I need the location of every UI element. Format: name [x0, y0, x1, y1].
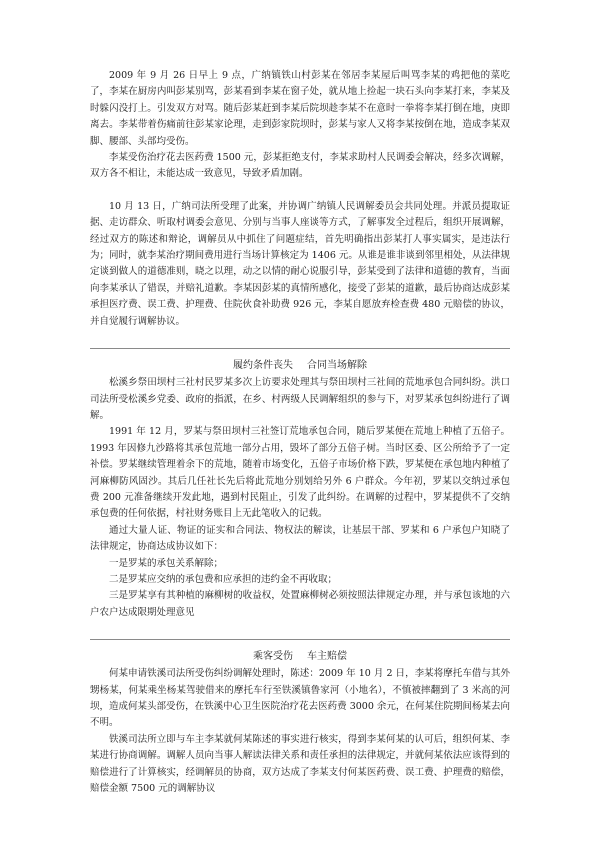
paragraph: 李某受伤治疗花去医药费 1500 元，彭某拒绝支付，李某求助村人民调委会解决，经多次调解，双方各不相让，未能达成一致意见，导致矛盾加剧。	[90, 152, 510, 180]
agreement-item: 一是罗某的承包关系解除；	[109, 557, 224, 569]
section-title-part: 合同当场解除	[307, 360, 367, 372]
case-section-contract-dispute	[90, 357, 510, 621]
section-title-part: 履约条件丧失	[233, 360, 293, 372]
agreement-item: 三是罗某享有其种植的麻柳树的收益权，处置麻柳树必须按照法律规定办理，并与承包该地的六户农户达成限期处理意见	[90, 590, 510, 618]
paragraph: 1991 年 12 月，罗某与祭田坝村三社签订荒地承包合同，随后罗某便在荒地上种植了五倍子。1993 年因修九沙路将其承包荒地一部分占用，毁坏了部分五倍子树。当时区委、区公所给予了一定补偿。罗某继续管理着余下的荒地，随着市场变化，五倍子市场价格下跌，罗某便在承包地内种植了河麻柳防风固沙。其后几任社长先后将此荒地分别划给另外 6 户群众。今年初，罗某以交纳过承包费 200 元准备继续开发此地，遇到村民阻止，引发了此纠纷。在调解的过程中，罗某提供不了交纳承包费的任何依据，村社财务账目上无此笔收入的记载。	[90, 426, 510, 520]
section-divider	[90, 639, 510, 640]
paragraph: 2009 年 9 月 26 日早上 9 点，广纳镇铁山村彭某在邻居李某屋后叫骂李某的鸡把他的菜吃了，李某在厨房内叫彭某别骂，彭某看到李某在窗子处，就从地上捡起一块石头向李某打来，李某及时躲闪没打上。引发双方对骂。随后彭某赶到李某后院坝趁李某不在意时一拳将李某打倒在地，庚即离去。李某带着伤痛前往彭某家论理，走到彭家院坝时，彭某与家人又将李某按倒在地，造成李某双脚、腰部、头部均受伤。	[90, 70, 510, 147]
case-section-passenger-injury	[90, 648, 510, 797]
paragraph: 10 月 13 日，广纳司法所受理了此案，并协调广纳镇人民调解委员会共同处理。并派员提取证据、走访群众、听取村调委会意见、分别与当事人座谈等方式，了解事发全过程后，组织开展调解，经过双方的陈述和辩论，调解员从中抓住了问题症结，首先明确指出彭某打人事实属实，是违法行为；同时，就李某治疗期间费用进行当场计算核定为 1406 元。从谁是谁非谈到邻里相处，从法律规定谈到做人的道德准则，晓之以理，动之以情的耐心说服引导，彭某受到了法律和道德的教育，当面向李某承认了错误，并赔礼道歉。李某因彭某的真情所感化，接受了彭某的道歉，最后协商达成彭某承担医疗费、误工费、护理费、住院伙食补助费 926 元，李某自愿放弃检查费 480 元赔偿的协议，并自觉履行调解协议。	[90, 200, 510, 327]
section-title	[90, 357, 510, 375]
section-title-part: 车主赔偿	[307, 651, 347, 663]
paragraph: 松溪乡祭田坝村三社村民罗某多次上访要求处理其与祭田坝村三社间的荒地承包合同纠纷。洪口司法所受松溪乡党委、政府的指派，在乡、村两级人民调解组织的参与下，对罗某承包纠纷进行了调解。	[90, 377, 510, 421]
paragraph: 何某申请铁溪司法所受伤纠纷调解处理时，陈述：2009 年 10 月 2 日，李某将摩托车借与其外甥杨某，何某乘坐杨某驾驶借来的摩托车行至铁溪镇鲁家河（小地名），不慎被摔翻到了 3 米高的河坝，造成何某头部受伤，在铁溪中心卫生医院治疗花去医药费 3000 余元，在何某住院期间杨某去向不明。	[90, 668, 510, 729]
section-title-part: 乘客受伤	[253, 651, 293, 663]
section-divider	[90, 348, 510, 349]
agreement-item: 二是罗某应交纳的承包费和应承担的违约金不再收取；	[109, 573, 338, 585]
paragraph: 铁溪司法所立即与车主李某就何某陈述的事实进行核实，得到李某何某的认可后，组织何某、李某进行协商调解。调解人员向当事人解读法律关系和责任承担的法律规定，并就何某依法应该得到的赔偿进行了计算核实，经调解员的协商，双方达成了李某支付何某医药费、误工费、护理费的赔偿，赔偿金额 7500 元的调解协议	[90, 733, 510, 795]
paragraph: 通过大量人证、物证的证实和合同法、物权法的解读，让基层干部、罗某和 6 户承包户知晓了法律规定，协商达成协议如下：	[90, 524, 510, 553]
section-title	[90, 648, 510, 666]
case-section-neighbor-dispute	[90, 68, 510, 330]
